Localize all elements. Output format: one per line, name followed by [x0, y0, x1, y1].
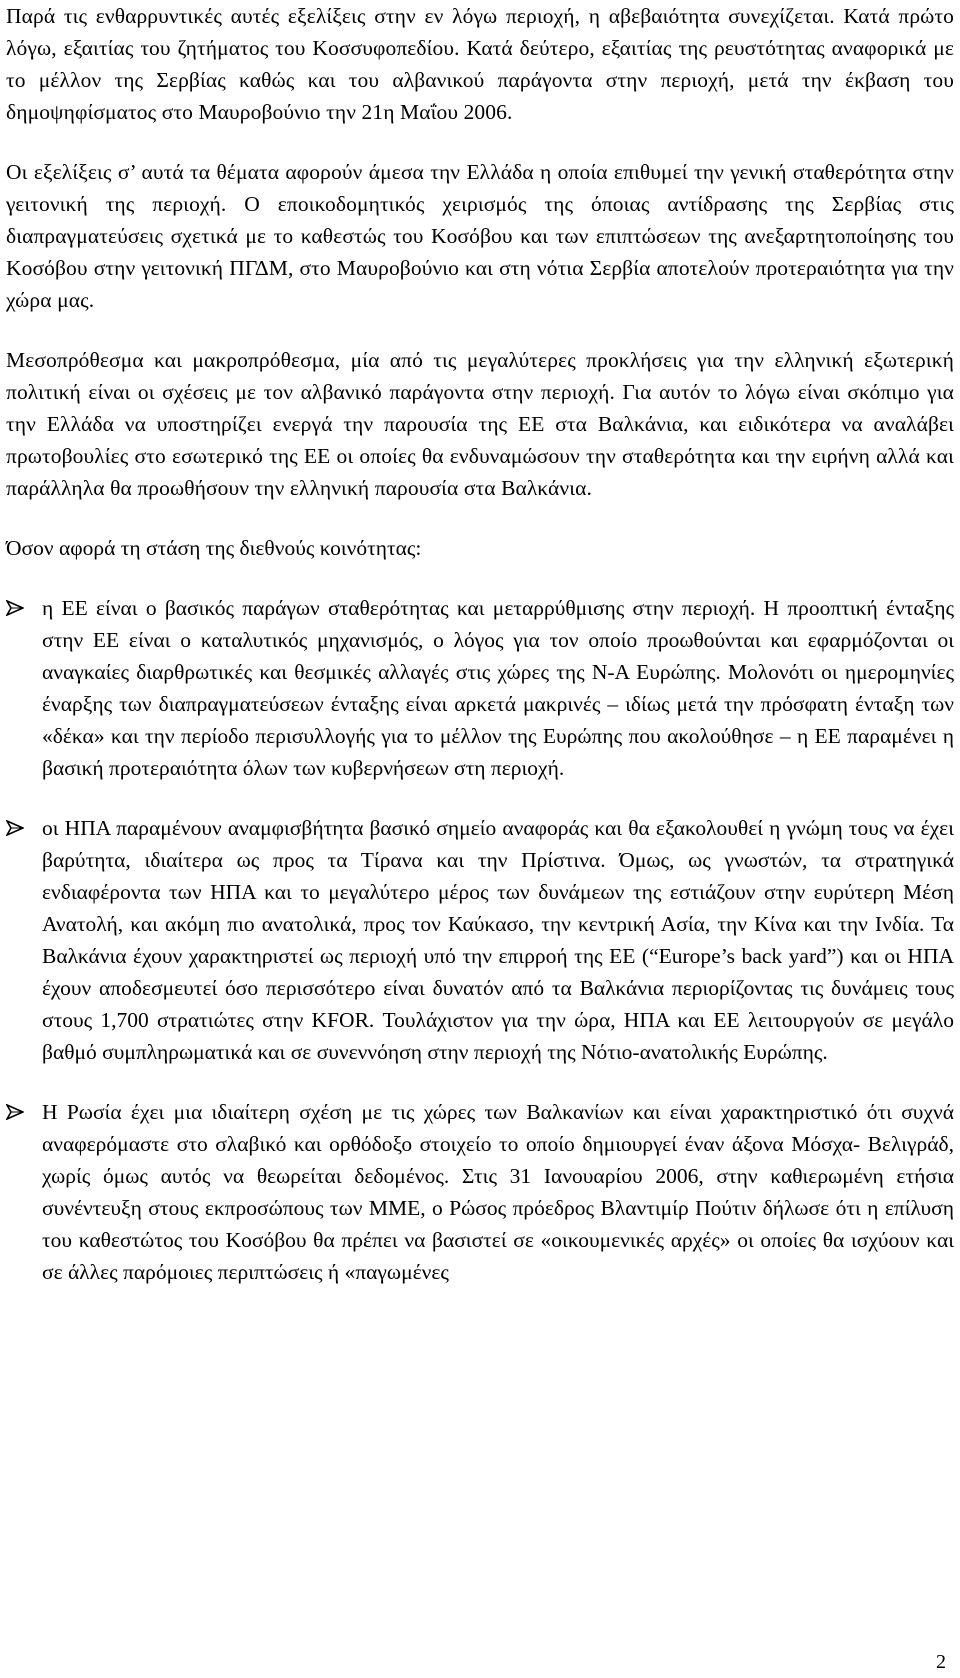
- bullet-text: η ΕΕ είναι ο βασικός παράγων σταθερότητας και μεταρρύθμισης στην περιοχή. Η προοπτική ένταξης στην ΕΕ είναι ο καταλυτικός μηχανισμός, ο λόγος για τον οποίο προωθούνται και εφαρμόζονται οι αναγκαίες διαρθρωτικές και θεσμικές αλλαγές στις χώρες της Ν-Α Ευρώπης. Μολονότι οι ημερομηνίες έναρξης των διαπραγματεύσεων ένταξης είναι αρκετά μακρινές – ιδίως μετά την πρόσφατη ένταξη των «δέκα» και την περίοδο περισυλλογής για το μέλλον της Ευρώπης που ακολούθησε – η ΕΕ παραμένει η βασική προτεραιότητα όλων των κυβερνήσεων στη περιοχή.: [42, 596, 954, 780]
- arrowhead-bullet-icon: [6, 812, 42, 836]
- paragraph-spacer: [6, 128, 954, 156]
- document-page: [6, 0, 954, 1288]
- paragraph-spacer: [6, 564, 954, 592]
- bullet-item: [6, 1096, 954, 1288]
- paragraph: Παρά τις ενθαρρυντικές αυτές εξελίξεις στην εν λόγω περιοχή, η αβεβαιότητα συνεχίζεται. Κατά πρώτο λόγω, εξαιτίας του ζητήματος του Κοσσυφοπεδίου. Κατά δεύτερο, εξαιτίας της ρευστότητας αναφορικά με το μέλλον της Σερβίας καθώς και του αλβανικού παράγοντα στην περιοχή, μετά την έκβαση του δημοψηφίσματος στο Μαυροβούνιο την 21η Μαΐου 2006.: [6, 4, 954, 124]
- bullet-item: [6, 592, 954, 784]
- bullet-text: οι ΗΠΑ παραμένουν αναμφισβήτητα βασικό σημείο αναφοράς και θα εξακολουθεί η γνώμη τους να έχει βαρύτητα, ιδιαίτερα ως προς τα Τίρανα και την Πρίστινα. Όμως, ως γνωστών, τα στρατηγικά ενδιαφέροντα των ΗΠΑ και το μεγαλύτερο μέρος των δυνάμεων της εστιάζουν στην ευρύτερη Μέση Ανατολή, και ακόμη πιο ανατολικά, προς τον Καύκασο, την κεντρική Ασία, την Κίνα και την Ινδία. Τα Βαλκάνια έχουν χαρακτηριστεί ως περιοχή υπό την επιρροή της ΕΕ (“Europe’s back yard”) και οι ΗΠΑ έχουν αποδεσμευτεί όσο περισσότερο είναι δυνατόν από τα Βαλκάνια περιορίζοντας τις δυνάμεις τους στους 1,700 στρατιώτες στην KFOR. Τουλάχιστον για την ώρα, ΗΠΑ και ΕΕ λειτουργούν σε μεγάλο βαθμό συμπληρωματικά και σε συνεννόηση στην περιοχή της Νότιο-ανατολικής Ευρώπης.: [42, 816, 954, 1064]
- paragraph-spacer: [6, 316, 954, 344]
- paragraph-spacer: [6, 1068, 954, 1096]
- bullet-item: [6, 812, 954, 1068]
- arrowhead-bullet-icon: [6, 1096, 42, 1120]
- paragraph: Μεσοπρόθεσμα και μακροπρόθεσμα, μία από τις μεγαλύτερες προκλήσεις για την ελληνική εξωτερική πολιτική είναι οι σχέσεις με τον αλβανικό παράγοντα στην περιοχή. Για αυτόν το λόγω είναι σκόπιμο για την Ελλάδα να υποστηρίζει ενεργά την παρουσία της ΕΕ στα Βαλκάνια, και ειδικότερα να αναλάβει πρωτοβουλίες στο εσωτερικό της ΕΕ οι οποίες θα ενδυναμώσουν την σταθερότητα και την ειρήνη αλλά και παράλληλα θα προωθήσουν την ελληνική παρουσία στα Βαλκάνια.: [6, 348, 954, 500]
- paragraph-spacer: [6, 504, 954, 532]
- paragraph: Οι εξελίξεις σ’ αυτά τα θέματα αφορούν άμεσα την Ελλάδα η οποία επιθυμεί την γενική σταθερότητα στην γειτονική της περιοχή. Ο εποικοδομητικός χειρισμός της όποιας αντίδρασης της Σερβίας στις διαπραγματεύσεις σχετικά με το καθεστώς του Κοσόβου και των επιπτώσεων της ανεξαρτητοποίησης του Κοσόβου στην γειτονική ΠΓΔΜ, στο Μαυροβούνιο και στη νότια Σερβία αποτελούν προτεραιότητα για την χώρα μας.: [6, 160, 954, 312]
- bullet-text: Η Ρωσία έχει μια ιδιαίτερη σχέση με τις χώρες των Βαλκανίων και είναι χαρακτηριστικό ότι συχνά αναφερόμαστε στο σλαβικό και ορθόδοξο στοιχείο το οποίο δημιουργεί έναν άξονα Μόσχα- Βελιγράδ, χωρίς όμως αυτός να θεωρείται δεδομένος. Στις 31 Ιανουαρίου 2006, στην καθιερωμένη ετήσια συνέντευξη στους εκπροσώπους των ΜΜΕ, ο Ρώσος πρόεδρος Βλαντιμίρ Πούτιν δήλωσε ότι η επίλυση του καθεστώτος του Κοσόβου θα πρέπει να βασιστεί σε «οικουμενικές αρχές» οι οποίες θα ισχύουν και σε άλλες παρόμοιες περιπτώσεις ή «παγωμένες: [42, 1100, 954, 1284]
- page-number: 2: [936, 1651, 946, 1673]
- section-intro: Όσον αφορά τη στάση της διεθνούς κοινότητας:: [6, 536, 422, 560]
- paragraph-spacer: [6, 784, 954, 812]
- arrowhead-bullet-icon: [6, 592, 42, 616]
